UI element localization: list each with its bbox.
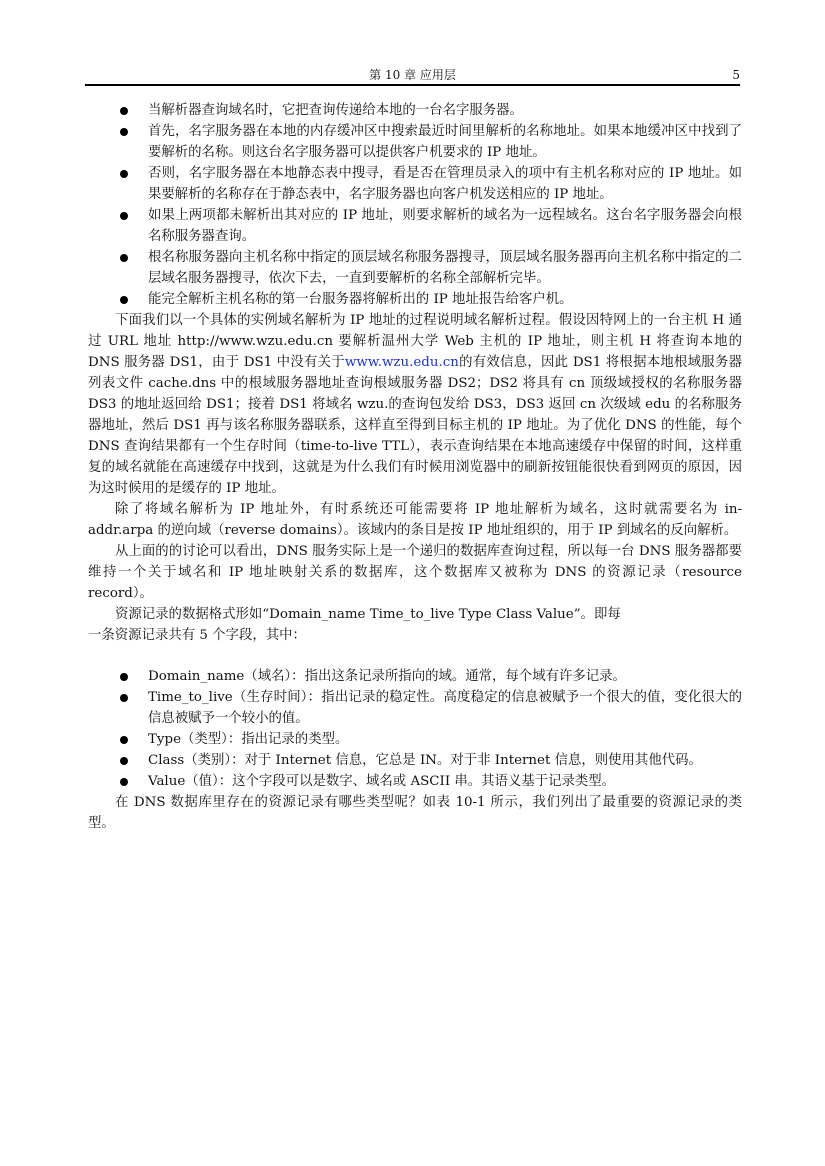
bullet-icon: [120, 694, 128, 702]
list-item: Time_to_live（生存时间）：指出记录的稳定性。高度稳定的信息被赋予一个很大的值，变化很大的信息被赋予一个较小的值。: [88, 687, 742, 729]
list-item: 当解析器查询域名时，它把查询传递给本地的一台名字服务器。: [88, 100, 742, 121]
bullet-icon: [120, 212, 128, 220]
bullet-icon: [120, 757, 128, 765]
list-item: Class（类别）：对于 Internet 信息，它总是 IN。对于非 Internet 信息，则使用其他代码。: [88, 750, 742, 771]
list-item: 否则，名字服务器在本地静态表中搜寻，看是否在管理员录入的项中有主机名称对应的 IP 地址。如果要解析的名称存在于静态表中，名字服务器也向客户机发送相应的 IP 地址。: [88, 163, 742, 205]
bullet-icon: [120, 296, 128, 304]
record-fields-list: [88, 666, 742, 792]
list-item: 能完全解析主机名称的第一台服务器将解析出的 IP 地址报告给客户机。: [88, 289, 742, 310]
document-body: [88, 100, 742, 834]
list-item: 如果上两项都未解析出其对应的 IP 地址，则要求解析的域名为一远程域名。这台名字服务器会向根名称服务器查询。: [88, 205, 742, 247]
page-number: 5: [732, 68, 740, 82]
list-item: Type（类型）：指出记录的类型。: [88, 729, 742, 750]
list-item: 根名称服务器向主机名称中指定的顶层域名称服务器搜寻，顶层域名服务器再向主机名称中指定的二层域名服务器搜寻，依次下去，一直到要解析的名称全部解析完毕。: [88, 247, 742, 289]
reverse-lookup-paragraph: 除了将域名解析为 IP 地址外，有时系统还可能需要将 IP 地址解析为域名，这时就需要名为 in-addr.arpa 的逆向域（reverse domains）。该域内的条目是按 IP 地址组织的，用于 IP 到域名的反向解析。: [88, 502, 742, 538]
bullet-icon: [120, 673, 128, 681]
header-rule: [85, 84, 740, 86]
bullet-icon: [120, 736, 128, 744]
closing-paragraph: 在 DNS 数据库里存在的资源记录有哪些类型呢？如表 10-1 所示，我们列出了最重要的资源记录的类型。: [88, 795, 742, 831]
list-item: 首先，名字服务器在本地的内存缓冲区中搜索最近时间里解析的名称地址。如果本地缓冲区中找到了要解析的名称。则这台名字服务器可以提供客户机要求的 IP 地址。: [88, 121, 742, 163]
record-format-paragraph: 资源记录的数据格式形如“Domain_name Time_to_live Type Class Value”。即每 一条资源记录共有 5 个字段，其中：: [88, 607, 621, 643]
bullet-icon: [120, 107, 128, 115]
resolution-steps-list: [88, 100, 742, 310]
chapter-header-title: 第 10 章 应用层: [369, 68, 456, 82]
domain-link[interactable]: www.wzu.edu.cn: [344, 355, 459, 370]
list-item: Domain_name（域名）：指出这条记录所指向的域。通常，每个域有许多记录。: [88, 666, 742, 687]
example-paragraph: 下面我们以一个具体的实例域名解析为 IP 地址的过程说明域名解析过程。假设因特网上的一台主机 H 通过 URL 地址 http://www.wzu.edu.cn 要解析温州大学 Web 主机的 IP 地址，则主机 H 将查询本地的 DNS 服务器 DS1，由于 DS1 中没有关于www.wzu.edu.cn的有效信息，因此 DS1 将根据本地根域服务器列表文件 cache.dns 中的根域服务器地址查询根域服务器 DS2；DS2 将具有 cn 顶级域授权的名称服务器 DS3 的地址返回给 DS1；接着 DS1 将域名 wzu.的查询包发给 DS3，DS3 返回 cn 次级域 edu 的名称服务器地址，然后 DS1 再与该名称服务器联系，这样直至得到目标主机的 IP 地址。为了优化 DNS 的性能，每个 DNS 查询结果都有一个生存时间（time-to-live TTL），表示查询结果在本地高速缓存中保留的时间，这样重复的域名就能在高速缓存中找到，这就是为什么我们有时候用浏览器中的刷新按钮能很快看到网页的原因，因为这时候用的是缓存的 IP 地址。: [88, 313, 742, 496]
database-paragraph: 从上面的的讨论可以看出，DNS 服务实际上是一个递归的数据库查询过程，所以每一台 DNS 服务器都要维持一个关于域名和 IP 地址映射关系的数据库，这个数据库又被称为 DNS 的资源记录（resource record）。: [88, 544, 742, 601]
bullet-icon: [120, 254, 128, 262]
list-item: Value（值）：这个字段可以是数字、域名或 ASCII 串。其语义基于记录类型。: [88, 771, 742, 792]
bullet-icon: [120, 778, 128, 786]
bullet-icon: [120, 170, 128, 178]
bullet-icon: [120, 128, 128, 136]
